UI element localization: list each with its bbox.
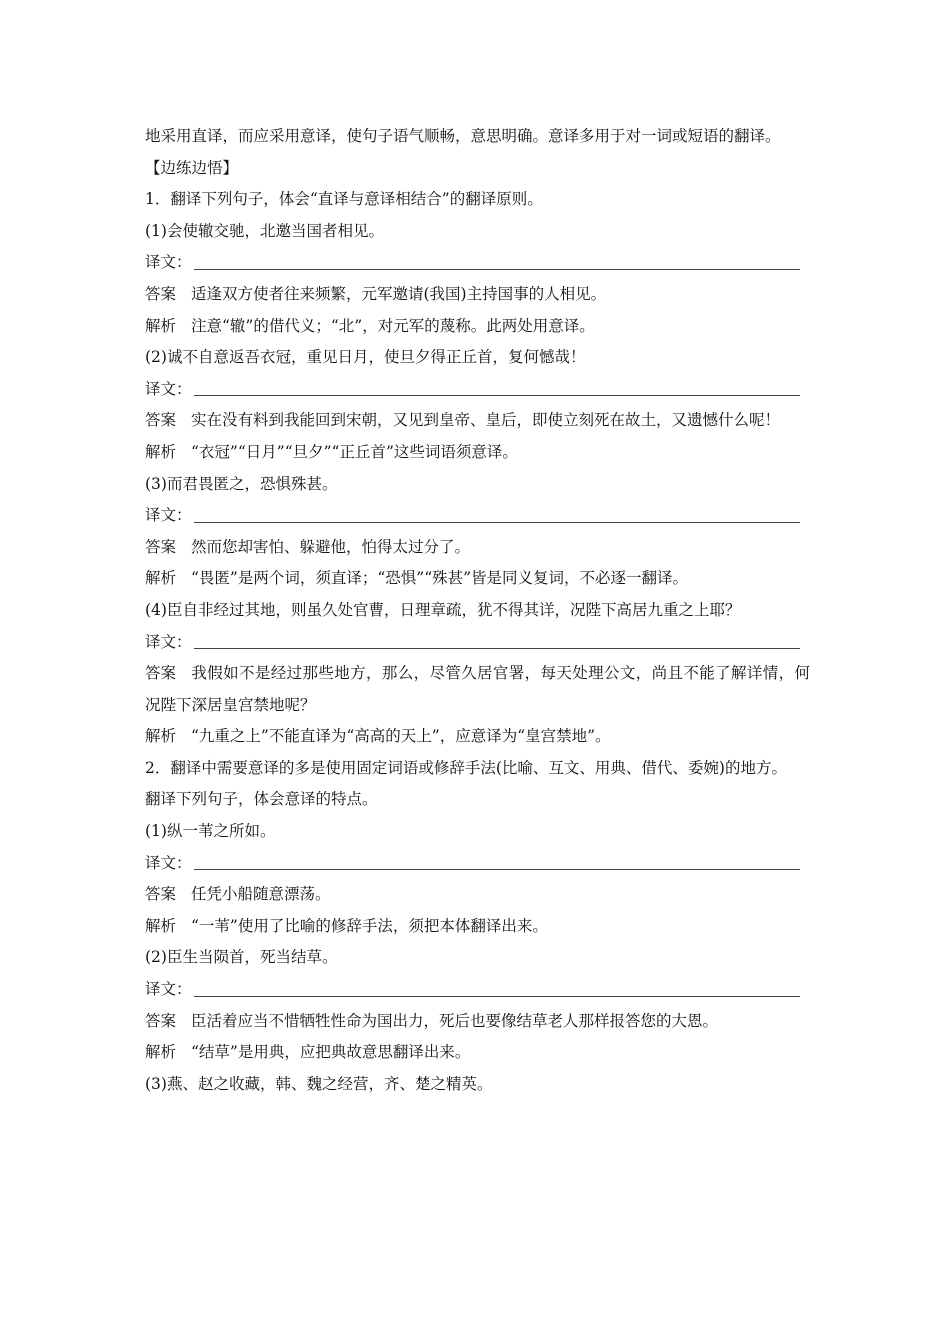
answer-text: 然而您却害怕、躲避他，怕得太过分了。 (191, 537, 471, 556)
answer-blank[interactable] (194, 269, 800, 270)
answer-text: 臣活着应当不惜牺牲性命为国出力，死后也要像结草老人那样报答您的大恩。 (191, 1011, 719, 1030)
translation-label: 译文： (145, 506, 192, 525)
analysis-text: “九重之上”不能直译为“高高的天上”，应意译为“皇宫禁地”。 (191, 727, 611, 746)
translation-label: 译文： (145, 980, 192, 999)
answer-text: 实在没有料到我能回到宋朝，又见到皇帝、皇后，即使立刻死在故土，又遗憾什么呢！ (191, 411, 781, 430)
section-title: 【边练边悟】 (145, 158, 239, 177)
q1-item-1-sentence: (1)会使辙交驰，北邀当国者相见。 (145, 221, 384, 240)
answer-label: 答案 (145, 411, 177, 430)
q1-item-3-sentence: (3)而君畏匿之，恐惧殊甚。 (145, 474, 338, 493)
analysis-text: “结草”是用典，应把典故意思翻译出来。 (191, 1043, 471, 1062)
q1-item-3-analysis (145, 563, 810, 595)
analysis-text: “畏匿”是两个词，须直译；“恐惧”“殊甚”皆是同义复词，不必逐一翻译。 (191, 569, 689, 588)
analysis-label: 解析 (145, 1043, 177, 1062)
q2-item-2-answer (145, 1006, 810, 1038)
question-1-prompt: 1．翻译下列句子，体会“直译与意译相结合”的翻译原则。 (145, 190, 543, 209)
translation-label: 译文： (145, 253, 192, 272)
answer-label: 答案 (145, 537, 177, 556)
q1-item-2-analysis (145, 437, 810, 469)
translation-label: 译文： (145, 632, 192, 651)
intro-paragraph: 地采用直译，而应采用意译，使句子语气顺畅，意思明确。意译多用于对一词或短语的翻译。 (145, 127, 781, 145)
question-2-sub-prompt: 翻译下列句子，体会意译的特点。 (145, 790, 378, 809)
analysis-text: “衣冠”“日月”“旦夕”“正丘首”这些词语须意译。 (191, 442, 518, 461)
answer-blank[interactable] (194, 996, 800, 997)
analysis-text: 注意“辙”的借代义；“北”，对元军的蔑称。此两处用意译。 (191, 316, 595, 335)
q2-item-1-analysis (145, 911, 810, 943)
translation-label: 译文： (145, 379, 192, 398)
document-page (145, 121, 810, 1100)
q1-item-3-answer (145, 532, 810, 564)
answer-label: 答案 (145, 1011, 177, 1030)
answer-text: 适逢双方使者往来频繁，元军邀请(我国)主持国事的人相见。 (191, 284, 607, 303)
analysis-label: 解析 (145, 727, 177, 746)
answer-blank[interactable] (194, 395, 800, 396)
q1-item-4-analysis (145, 721, 810, 753)
q1-item-4-translation-line[interactable] (145, 627, 810, 659)
answer-blank[interactable] (194, 522, 800, 523)
q2-item-1-translation-line[interactable] (145, 848, 810, 880)
q2-item-2-analysis (145, 1037, 810, 1069)
q1-item-1-analysis (145, 311, 810, 343)
translation-label: 译文： (145, 853, 192, 872)
analysis-label: 解析 (145, 442, 177, 461)
q2-item-3-sentence: (3)燕、赵之收藏，韩、魏之经营，齐、楚之精英。 (145, 1074, 493, 1093)
q2-item-2-sentence: (2)臣生当陨首，死当结草。 (145, 948, 338, 967)
q1-item-3-translation-line[interactable] (145, 500, 810, 532)
analysis-label: 解析 (145, 316, 177, 335)
answer-label: 答案 (145, 284, 177, 303)
q2-item-2-translation-line[interactable] (145, 974, 810, 1006)
analysis-text: “一苇”使用了比喻的修辞手法，须把本体翻译出来。 (191, 916, 548, 935)
q1-item-2-answer (145, 405, 810, 437)
q1-item-2-translation-line[interactable] (145, 374, 810, 406)
q1-item-4-answer (145, 658, 810, 721)
answer-blank[interactable] (194, 648, 800, 649)
question-2-prompt: 2．翻译中需要意译的多是使用固定词语或修辞手法(比喻、互文、用典、借代、委婉)的地方。 (145, 758, 787, 777)
answer-text: 任凭小船随意漂荡。 (191, 885, 331, 904)
q2-item-1-answer (145, 879, 810, 911)
q1-item-2-sentence: (2)诚不自意返吾衣冠，重见日月，使旦夕得正丘首，复何憾哉！ (145, 348, 586, 367)
q1-item-1-answer (145, 279, 810, 311)
answer-blank[interactable] (194, 869, 800, 870)
answer-text: 我假如不是经过那些地方，那么，尽管久居官署，每天处理公文，尚且不能了解详情，何况陛下深居皇宫禁地呢？ (145, 664, 810, 714)
answer-label: 答案 (145, 885, 177, 904)
analysis-label: 解析 (145, 916, 177, 935)
analysis-label: 解析 (145, 569, 177, 588)
q1-item-4-sentence: (4)臣自非经过其地，则虽久处官曹，日理章疏，犹不得其详，况陛下高居九重之上耶？ (145, 600, 741, 619)
answer-label: 答案 (145, 664, 177, 683)
q2-item-1-sentence: (1)纵一苇之所如。 (145, 822, 276, 841)
q1-item-1-translation-line[interactable] (145, 247, 810, 279)
